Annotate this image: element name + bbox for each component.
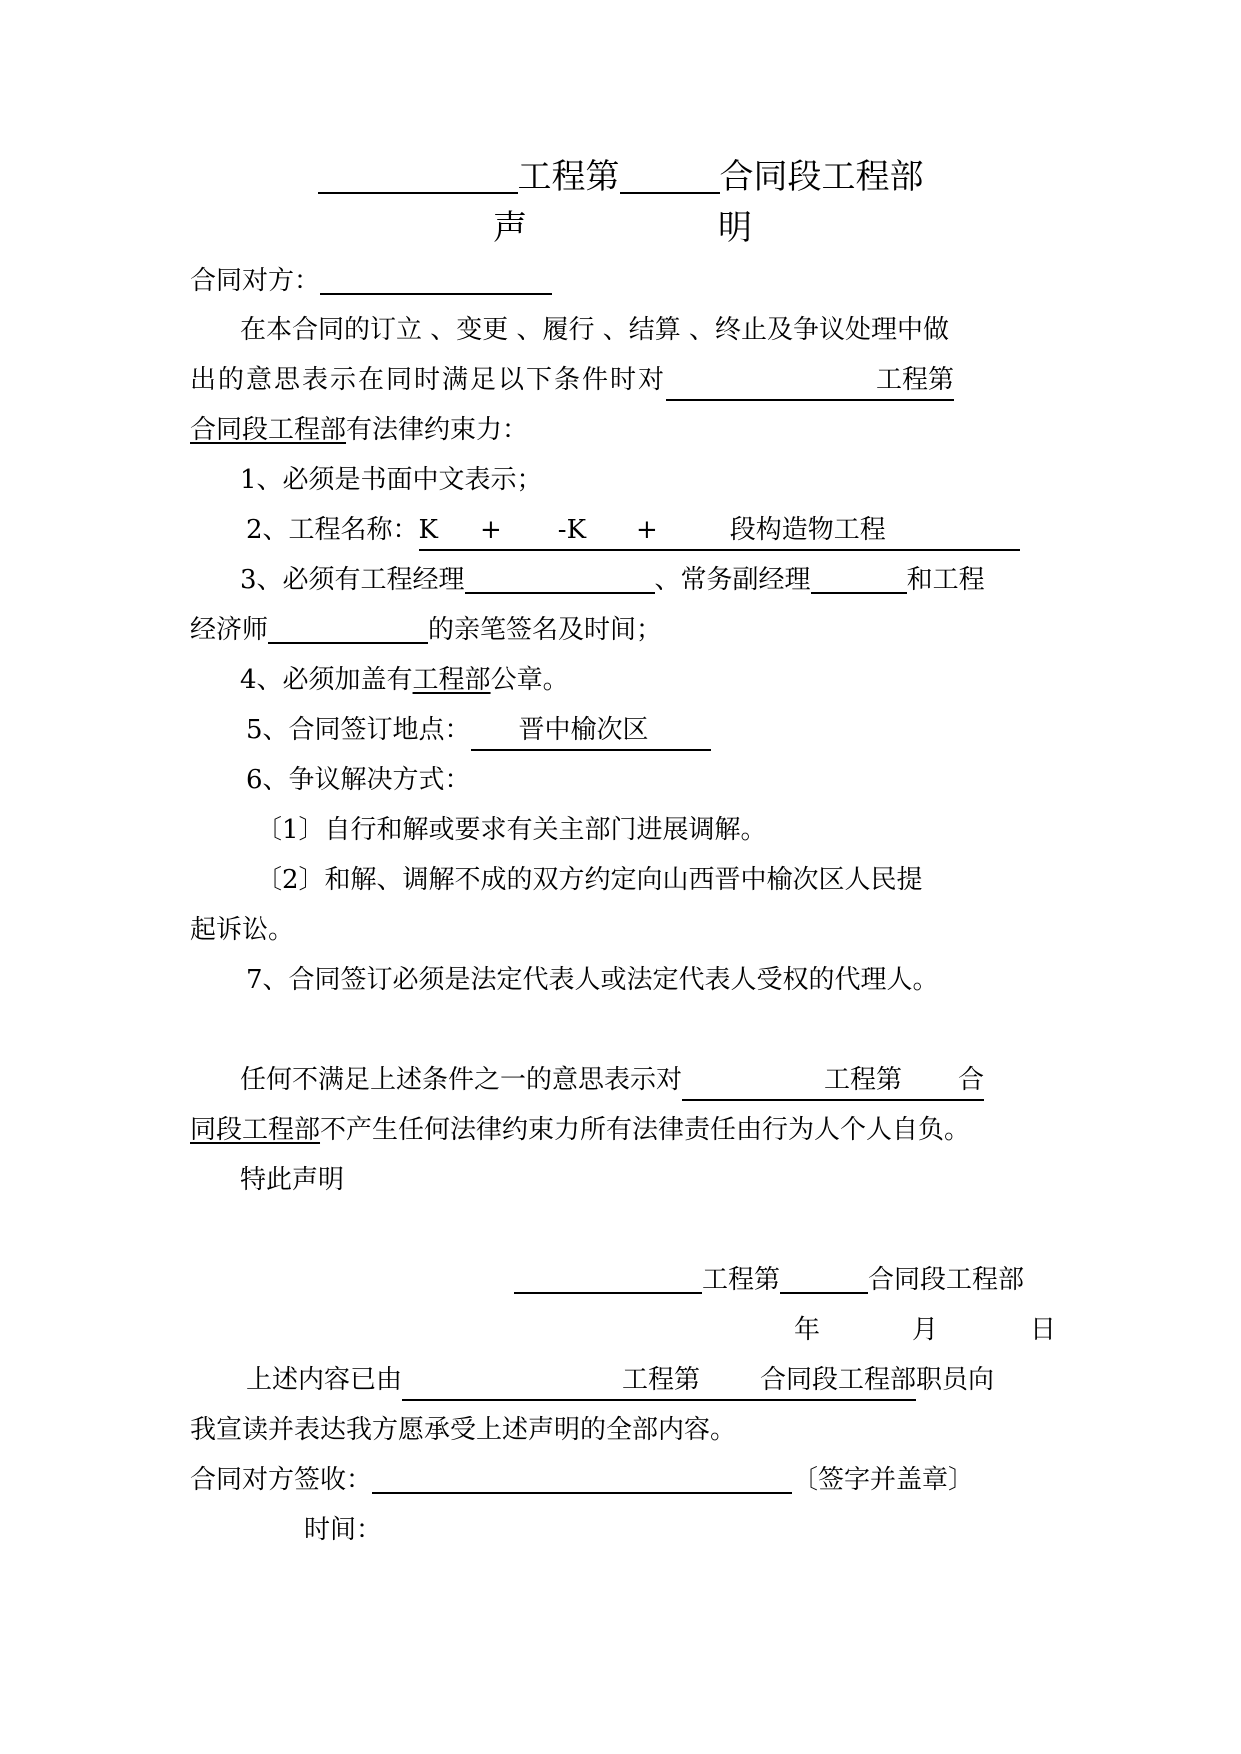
deputy-manager-blank <box>811 564 907 594</box>
acknowledgement-staff-text: 职员向 <box>916 1365 995 1395</box>
paragraph-2-text: 任何不满足上述条件之一的意思表示对 <box>240 1065 683 1095</box>
subtitle-char-left: 声 <box>493 208 527 248</box>
paragraph-1-line-2 <box>190 362 954 401</box>
item-2-plus1: + <box>479 515 502 545</box>
paragraph-2-line-2 <box>190 1112 970 1148</box>
item-2-project-name <box>419 512 1020 551</box>
item-3-deputy-label: 、常务副经理 <box>654 565 811 595</box>
paragraph-2-rest: 不产生任何法律约束力所有法律责任由行为人个人自负。 <box>320 1115 971 1145</box>
date-month-label: 月 <box>912 1315 939 1345</box>
project-manager-blank <box>465 564 655 594</box>
item-4 <box>240 662 569 698</box>
counterparty-label: 合同对方： <box>190 266 321 296</box>
counterparty-blank <box>320 265 552 295</box>
paragraph-2-he: 合 <box>958 1065 985 1095</box>
item-3-economist-label: 经济师 <box>190 615 269 645</box>
closing-statement: 特此声明 <box>240 1165 345 1195</box>
time-line: 时间： <box>304 1515 383 1545</box>
paragraph-2-underline <box>682 1062 984 1101</box>
acknowledgement-intro: 上述内容已由 <box>246 1365 403 1395</box>
paragraph-1-line-2-text: 出的意思表示在同时满足以下条件时对 <box>190 365 667 395</box>
paragraph-1-line-2-underline <box>666 362 954 401</box>
signoff-label: 合同对方签收： <box>190 1465 373 1495</box>
item-4-seal-text: 公章。 <box>490 665 569 695</box>
item-2-name: 段构造物工程 <box>729 515 886 545</box>
date-day-label: 日 <box>1030 1315 1057 1345</box>
signoff-blank <box>372 1464 792 1494</box>
acknowledgement-line-2: 我宣读并表达我方愿承受上述声明的全部内容。 <box>190 1415 737 1445</box>
signature-project-blank <box>514 1264 702 1294</box>
item-5-location <box>471 712 711 751</box>
item-7: 7、合同签订必须是法定代表人或法定代表人受权的代理人。 <box>246 965 939 995</box>
item-3-line-1 <box>240 562 985 598</box>
item-2-k2: -K <box>557 515 586 545</box>
paragraph-2-project-no: 工程第 <box>824 1065 903 1095</box>
title-department-text: 合同段工程部 <box>719 157 924 197</box>
signature-department-text: 合同段工程部 <box>868 1265 1025 1295</box>
paragraph-1-project-no: 工程第 <box>876 365 955 395</box>
project-name-blank <box>318 164 518 194</box>
acknowledgement-project-no: 工程第 <box>622 1365 701 1395</box>
counterparty-line <box>190 263 552 299</box>
item-5 <box>246 712 711 751</box>
contract-section-blank <box>620 164 720 194</box>
economist-blank <box>268 614 428 644</box>
paragraph-2-line-1 <box>240 1062 984 1101</box>
paragraph-1-line-3-text: 有法律约束力： <box>346 415 529 445</box>
signature-section-blank <box>780 1264 868 1294</box>
item-1: 1、必须是书面中文表示； <box>240 465 543 495</box>
date-year-label: 年 <box>794 1315 821 1345</box>
acknowledgement-underline <box>402 1362 916 1401</box>
item-5-label: 5、合同签订地点： <box>246 715 471 745</box>
acknowledgement-department: 合同段工程部 <box>760 1365 917 1395</box>
item-2-k1: K <box>418 515 438 545</box>
signature-organization <box>514 1262 1024 1298</box>
counterparty-signoff <box>190 1462 974 1498</box>
item-2 <box>246 512 1020 551</box>
title-project-no-text: 工程第 <box>517 157 620 197</box>
paragraph-2-department: 同段工程部 <box>190 1115 321 1145</box>
department-underlined: 合同段工程部 <box>190 415 347 445</box>
paragraph-1-line-3 <box>190 412 528 448</box>
item-3-and-text: 和工程 <box>906 565 985 595</box>
item-6-2-line-2: 起诉讼。 <box>190 915 295 945</box>
item-6-1: 〔1〕自行和解或要求有关主部门进展调解。 <box>256 815 767 845</box>
item-3-line-2 <box>190 612 662 648</box>
item-2-plus2: + <box>636 515 658 545</box>
item-4-text: 4、必须加盖有 <box>240 665 413 695</box>
item-3-signature-text: 的亲笔签名及时间； <box>428 615 663 645</box>
item-2-label: 2、工程名称： <box>246 515 419 545</box>
paragraph-1-line-1: 在本合同的订立 、变更 、履行 、结算 、终止及争议处理中做 <box>240 315 950 345</box>
item-6: 6、争议解决方式： <box>246 765 471 795</box>
signature-project-no-text: 工程第 <box>702 1265 781 1295</box>
subtitle-char-right: 明 <box>718 208 752 248</box>
item-6-2-line-1: 〔2〕和解、调解不成的双方约定向山西晋中榆次区人民提 <box>256 865 923 895</box>
item-4-department: 工程部 <box>412 665 491 695</box>
acknowledgement-line-1 <box>246 1362 994 1401</box>
signoff-note: 〔签字并盖章〕 <box>792 1465 975 1495</box>
item-5-location-value: 晋中榆次区 <box>518 715 649 745</box>
item-3-manager-label: 3、必须有工程经理 <box>240 565 465 595</box>
document-title <box>0 155 1241 199</box>
